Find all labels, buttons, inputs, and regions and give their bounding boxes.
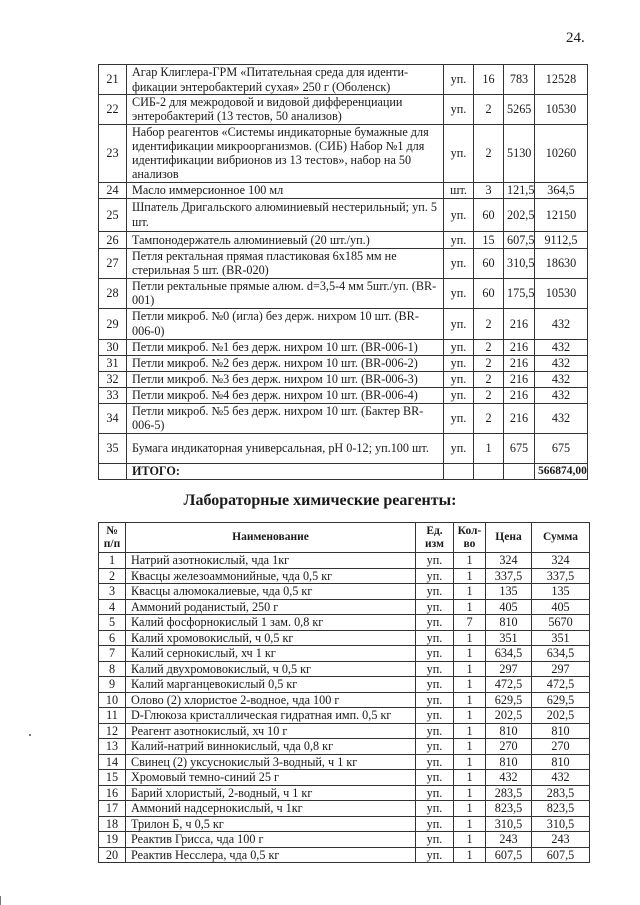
- total-row: [99, 463, 588, 479]
- cell-num: 28: [99, 278, 127, 308]
- cell-sum: 10260: [535, 124, 588, 182]
- cell-unit: уп.: [444, 231, 474, 248]
- cell-name: Квасцы железоаммонийные, чда 0,5 кг: [126, 568, 416, 584]
- table-row: [99, 832, 590, 848]
- cell-qty: 1: [454, 646, 486, 662]
- cell-sum: 283,5: [532, 785, 590, 801]
- section-title: Лабораторные химические реагенты:: [183, 492, 457, 509]
- cell-num: 8: [99, 661, 126, 677]
- cell-num: 30: [99, 339, 127, 355]
- cell-qty: 60: [474, 198, 504, 231]
- cell-price: 310,5: [504, 248, 535, 278]
- total-label: ИТОГО:: [127, 463, 444, 479]
- cell-price: 629,5: [486, 692, 532, 708]
- cell-num: 26: [99, 231, 127, 248]
- table-row: [99, 248, 588, 278]
- cell-sum: 810: [532, 723, 590, 739]
- cell-unit: уп.: [416, 770, 454, 786]
- cell-unit: уп.: [444, 371, 474, 387]
- header-qty: Кол-во: [454, 523, 486, 553]
- cell-name: Петли ректальные прямые алюм. d=3,5-4 мм 5шт./уп. (BR-001): [127, 278, 444, 308]
- cell-unit: уп.: [416, 661, 454, 677]
- supplies-table-continued: [98, 64, 588, 480]
- cell-sum: 432: [535, 403, 588, 433]
- cell-price: 175,5: [504, 278, 535, 308]
- cell-price: 472,5: [486, 677, 532, 693]
- cell-sum: 607,5: [532, 847, 590, 863]
- table-row: [99, 630, 590, 646]
- cell-name: Калий сернокислый, хч 1 кг: [126, 646, 416, 662]
- cell-price: 675: [504, 433, 535, 463]
- cell-name: Калий двухромовокислый, ч 0,5 кг: [126, 661, 416, 677]
- table-row: [99, 692, 590, 708]
- cell-name: Свинец (2) уксуснокислый 3-водный, ч 1 кг: [126, 754, 416, 770]
- cell-num: 9: [99, 677, 126, 693]
- cell-qty: 1: [454, 599, 486, 615]
- cell-qty: 2: [474, 403, 504, 433]
- cell-unit: уп.: [416, 615, 454, 631]
- cell-num: 1: [99, 553, 126, 569]
- chemical-reagents-table: [98, 522, 590, 863]
- cell-num: 11: [99, 708, 126, 724]
- cell-sum: 337,5: [532, 568, 590, 584]
- table-row: [99, 615, 590, 631]
- table-row: [99, 371, 588, 387]
- cell-qty: 1: [454, 692, 486, 708]
- cell-sum: 10530: [535, 95, 588, 125]
- cell-num: 6: [99, 630, 126, 646]
- cell-sum: 675: [535, 433, 588, 463]
- cell-name: Бумага индикаторная универсальная, pH 0-12; уп.100 шт.: [127, 433, 444, 463]
- cell-num: 5: [99, 615, 126, 631]
- cell-num: 7: [99, 646, 126, 662]
- cell-unit: уп.: [416, 677, 454, 693]
- cell-num: 32: [99, 371, 127, 387]
- cell-sum: 351: [532, 630, 590, 646]
- cell-unit: уп.: [416, 801, 454, 817]
- cell-name: Петля ректальная прямая пластиковая 6х185 мм не стерильная 5 шт. (BR-020): [127, 248, 444, 278]
- table-row: [99, 599, 590, 615]
- cell-qty: 2: [474, 355, 504, 371]
- cell-num: 13: [99, 739, 126, 755]
- table-row: [99, 661, 590, 677]
- table-row: [99, 339, 588, 355]
- total-value: 566874,00: [535, 463, 588, 479]
- cell-unit: уп.: [416, 723, 454, 739]
- table-row: [99, 387, 588, 403]
- cell-price: 607,5: [486, 847, 532, 863]
- cell-qty: 60: [474, 278, 504, 308]
- cell-price: 216: [504, 387, 535, 403]
- cell-unit: уп.: [416, 584, 454, 600]
- cell-sum: 432: [532, 770, 590, 786]
- cell-qty: 3: [474, 182, 504, 198]
- cell-qty: 1: [454, 630, 486, 646]
- cell-unit: уп.: [444, 339, 474, 355]
- cell-sum: 135: [532, 584, 590, 600]
- cell-name: Олово (2) хлористое 2-водное, чда 100 г: [126, 692, 416, 708]
- table-row: [99, 739, 590, 755]
- cell-qty: 7: [454, 615, 486, 631]
- table-row: [99, 584, 590, 600]
- table-row: [99, 65, 588, 95]
- cell-unit: уп.: [444, 95, 474, 125]
- cell-unit: уп.: [444, 355, 474, 371]
- cell-qty: 1: [454, 847, 486, 863]
- cell-num: 15: [99, 770, 126, 786]
- table-row: [99, 403, 588, 433]
- cell-num: 23: [99, 124, 127, 182]
- cell-qty: 60: [474, 248, 504, 278]
- cell-sum: 9112,5: [535, 231, 588, 248]
- cell-name: Реагент азотнокислый, хч 10 г: [126, 723, 416, 739]
- cell-num: 14: [99, 754, 126, 770]
- cell-num: 18: [99, 816, 126, 832]
- cell-num: 3: [99, 584, 126, 600]
- cell-num: 24: [99, 182, 127, 198]
- cell-price: 432: [486, 770, 532, 786]
- cell-num: 33: [99, 387, 127, 403]
- cell-price: 5265: [504, 95, 535, 125]
- cell-sum: 432: [535, 339, 588, 355]
- cell-num: 19: [99, 832, 126, 848]
- cell-name: Масло иммерсионное 100 мл: [127, 182, 444, 198]
- cell-name: Хромовый темно-синий 25 г: [126, 770, 416, 786]
- cell-price: 810: [486, 723, 532, 739]
- cell-num: 4: [99, 599, 126, 615]
- cell-unit: уп.: [416, 692, 454, 708]
- cell-name: Аммоний надсернокислый, ч 1кг: [126, 801, 416, 817]
- cell-qty: 1: [454, 553, 486, 569]
- cell-qty: 1: [474, 433, 504, 463]
- table-row: [99, 355, 588, 371]
- cell-sum: 10530: [535, 278, 588, 308]
- table-row: [99, 754, 590, 770]
- cell-name: Реактив Грисса, чда 100 г: [126, 832, 416, 848]
- cell-sum: 12528: [535, 65, 588, 95]
- cell-num: 12: [99, 723, 126, 739]
- cell-sum: 12150: [535, 198, 588, 231]
- cell-price: 243: [486, 832, 532, 848]
- cell-qty: 1: [454, 785, 486, 801]
- cell-qty: 1: [454, 801, 486, 817]
- cell-qty: 1: [454, 723, 486, 739]
- cell-unit: уп.: [444, 248, 474, 278]
- cell-unit: уп.: [416, 739, 454, 755]
- cell-name: Петли микроб. №1 без держ. нихром 10 шт. (BR-006-1): [127, 339, 444, 355]
- cell-unit: уп.: [416, 630, 454, 646]
- cell-num: 34: [99, 403, 127, 433]
- cell-unit: уп.: [444, 124, 474, 182]
- cell-sum: 243: [532, 832, 590, 848]
- cell-sum: 405: [532, 599, 590, 615]
- cell-name: Калий хромовокислый, ч 0,5 кг: [126, 630, 416, 646]
- table-row: [99, 198, 588, 231]
- cell-name: Агар Клиглера-ГРМ «Питательная среда для иденти-фикации энтеробактерий сухая» 250 г (Оболенск): [127, 65, 444, 95]
- cell-name: Калий-натрий виннокислый, чда 0,8 кг: [126, 739, 416, 755]
- cell-price: 135: [486, 584, 532, 600]
- table-row: [99, 182, 588, 198]
- cell-unit: уп.: [444, 278, 474, 308]
- cell-num: 35: [99, 433, 127, 463]
- cell-qty: 1: [454, 661, 486, 677]
- cell-price: 607,5: [504, 231, 535, 248]
- cell-sum: 270: [532, 739, 590, 755]
- cell-price: 216: [504, 339, 535, 355]
- scan-dot: [29, 734, 31, 736]
- cell-qty: 2: [474, 95, 504, 125]
- cell-sum: 310,5: [532, 816, 590, 832]
- table-row: [99, 231, 588, 248]
- cell-num: 22: [99, 95, 127, 125]
- cell-unit: уп.: [444, 403, 474, 433]
- cell-qty: 2: [474, 371, 504, 387]
- cell-unit: уп.: [416, 847, 454, 863]
- cell-unit: уп.: [444, 387, 474, 403]
- cell-name: Калий фосфорнокислый 1 зам. 0,8 кг: [126, 615, 416, 631]
- cell-price: 634,5: [486, 646, 532, 662]
- cell-price: 121,5: [504, 182, 535, 198]
- table-header-row: [99, 523, 590, 553]
- header-sum: Сумма: [532, 523, 590, 553]
- header-name: Наименование: [126, 523, 416, 553]
- cell-unit: уп.: [416, 599, 454, 615]
- cell-sum: 823,5: [532, 801, 590, 817]
- cell-price: 783: [504, 65, 535, 95]
- cell-unit: уп.: [416, 832, 454, 848]
- header-price: Цена: [486, 523, 532, 553]
- cell-sum: 629,5: [532, 692, 590, 708]
- cell-name: Натрий азотнокислый, чда 1кг: [126, 553, 416, 569]
- table-row: [99, 646, 590, 662]
- cell-unit: уп.: [444, 65, 474, 95]
- cell-price: 5130: [504, 124, 535, 182]
- cell-empty: [99, 463, 127, 479]
- cell-unit: уп.: [444, 198, 474, 231]
- cell-price: 270: [486, 739, 532, 755]
- cell-price: 202,5: [504, 198, 535, 231]
- cell-qty: 2: [474, 308, 504, 339]
- cell-unit: уп.: [416, 553, 454, 569]
- table-row: [99, 816, 590, 832]
- cell-name: Аммоний роданистый, 250 г: [126, 599, 416, 615]
- table-row: [99, 95, 588, 125]
- cell-price: 405: [486, 599, 532, 615]
- cell-num: 25: [99, 198, 127, 231]
- table-row: [99, 770, 590, 786]
- cell-num: 2: [99, 568, 126, 584]
- cell-price: 351: [486, 630, 532, 646]
- cell-num: 16: [99, 785, 126, 801]
- cell-sum: 432: [535, 308, 588, 339]
- cell-sum: 364,5: [535, 182, 588, 198]
- cell-num: 29: [99, 308, 127, 339]
- cell-empty: [474, 463, 504, 479]
- table-row: [99, 278, 588, 308]
- cell-qty: 2: [474, 387, 504, 403]
- cell-unit: уп.: [444, 308, 474, 339]
- table-row: [99, 124, 588, 182]
- cell-sum: 5670: [532, 615, 590, 631]
- cell-sum: 297: [532, 661, 590, 677]
- cell-num: 31: [99, 355, 127, 371]
- cell-num: 27: [99, 248, 127, 278]
- table-row: [99, 677, 590, 693]
- cell-qty: 16: [474, 65, 504, 95]
- cell-num: 10: [99, 692, 126, 708]
- cell-qty: 2: [474, 124, 504, 182]
- cell-price: 297: [486, 661, 532, 677]
- cell-sum: 202,5: [532, 708, 590, 724]
- cell-sum: 472,5: [532, 677, 590, 693]
- cell-price: 216: [504, 403, 535, 433]
- table-row: [99, 568, 590, 584]
- cell-price: 202,5: [486, 708, 532, 724]
- cell-qty: 2: [474, 339, 504, 355]
- cell-name: Тампонодержатель алюминиевый (20 шт./уп.): [127, 231, 444, 248]
- cell-price: 216: [504, 371, 535, 387]
- cell-name: D-Глюкоза кристаллическая гидратная имп. 0,5 кг: [126, 708, 416, 724]
- cell-name: Квасцы алюмокалиевые, чда 0,5 кг: [126, 584, 416, 600]
- cell-empty: [444, 463, 474, 479]
- cell-price: 810: [486, 754, 532, 770]
- cell-name: Петли микроб. №4 без держ. нихром 10 шт. (BR-006-4): [127, 387, 444, 403]
- table-row: [99, 785, 590, 801]
- cell-num: 21: [99, 65, 127, 95]
- cell-unit: уп.: [416, 708, 454, 724]
- cell-sum: 432: [535, 371, 588, 387]
- cell-unit: уп.: [416, 754, 454, 770]
- cell-unit: уп.: [416, 568, 454, 584]
- cell-price: 216: [504, 355, 535, 371]
- table-row: [99, 308, 588, 339]
- cell-price: 324: [486, 553, 532, 569]
- cell-qty: 1: [454, 739, 486, 755]
- cell-price: 216: [504, 308, 535, 339]
- cell-name: Петли микроб. №2 без держ. нихром 10 шт. (BR-006-2): [127, 355, 444, 371]
- cell-price: 337,5: [486, 568, 532, 584]
- cell-num: 20: [99, 847, 126, 863]
- cell-unit: уп.: [444, 433, 474, 463]
- cell-unit: уп.: [416, 646, 454, 662]
- cell-sum: 324: [532, 553, 590, 569]
- cell-sum: 810: [532, 754, 590, 770]
- table-row: [99, 847, 590, 863]
- header-unit: Ед. изм: [416, 523, 454, 553]
- cell-qty: 1: [454, 584, 486, 600]
- cell-sum: 18630: [535, 248, 588, 278]
- cell-name: Петли микроб. №5 без держ. нихром 10 шт. (Бактер BR-006-5): [127, 403, 444, 433]
- table-row: [99, 433, 588, 463]
- scan-edge-mark: [0, 896, 1, 905]
- cell-price: 810: [486, 615, 532, 631]
- cell-name: Трилон Б, ч 0,5 кг: [126, 816, 416, 832]
- cell-qty: 1: [454, 816, 486, 832]
- cell-sum: 432: [535, 387, 588, 403]
- header-num: № п/п: [99, 523, 126, 553]
- cell-qty: 1: [454, 677, 486, 693]
- cell-num: 17: [99, 801, 126, 817]
- page-number: 24.: [566, 30, 585, 46]
- cell-unit: уп.: [416, 785, 454, 801]
- cell-unit: шт.: [444, 182, 474, 198]
- cell-name: Барий хлористый, 2-водный, ч 1 кг: [126, 785, 416, 801]
- cell-name: Шпатель Дригальского алюминиевый нестерильный; уп. 5 шт.: [127, 198, 444, 231]
- cell-name: Реактив Несслера, чда 0,5 кг: [126, 847, 416, 863]
- table-row: [99, 708, 590, 724]
- cell-sum: 432: [535, 355, 588, 371]
- table-row: [99, 801, 590, 817]
- cell-empty: [504, 463, 535, 479]
- cell-name: Петли микроб. №0 (игла) без держ. нихром 10 шт. (BR-006-0): [127, 308, 444, 339]
- table-row: [99, 553, 590, 569]
- cell-qty: 1: [454, 568, 486, 584]
- cell-qty: 15: [474, 231, 504, 248]
- cell-qty: 1: [454, 708, 486, 724]
- cell-sum: 634,5: [532, 646, 590, 662]
- cell-price: 823,5: [486, 801, 532, 817]
- cell-name: Калий марганцевокислый 0,5 кг: [126, 677, 416, 693]
- cell-name: СИБ-2 для межродовой и видовой дифференциации энтеробактерий (13 тестов, 50 анализов): [127, 95, 444, 125]
- cell-price: 283,5: [486, 785, 532, 801]
- cell-qty: 1: [454, 832, 486, 848]
- cell-qty: 1: [454, 754, 486, 770]
- cell-unit: уп.: [416, 816, 454, 832]
- cell-price: 310,5: [486, 816, 532, 832]
- cell-name: Набор реагентов «Системы индикаторные бумажные для идентификации микроорганизмов. (СИБ) Набор №1 для идентификации вибрионов из 13 тестов», набор на 50 анализов: [127, 124, 444, 182]
- cell-name: Петли микроб. №3 без держ. нихром 10 шт. (BR-006-3): [127, 371, 444, 387]
- cell-qty: 1: [454, 770, 486, 786]
- table-row: [99, 723, 590, 739]
